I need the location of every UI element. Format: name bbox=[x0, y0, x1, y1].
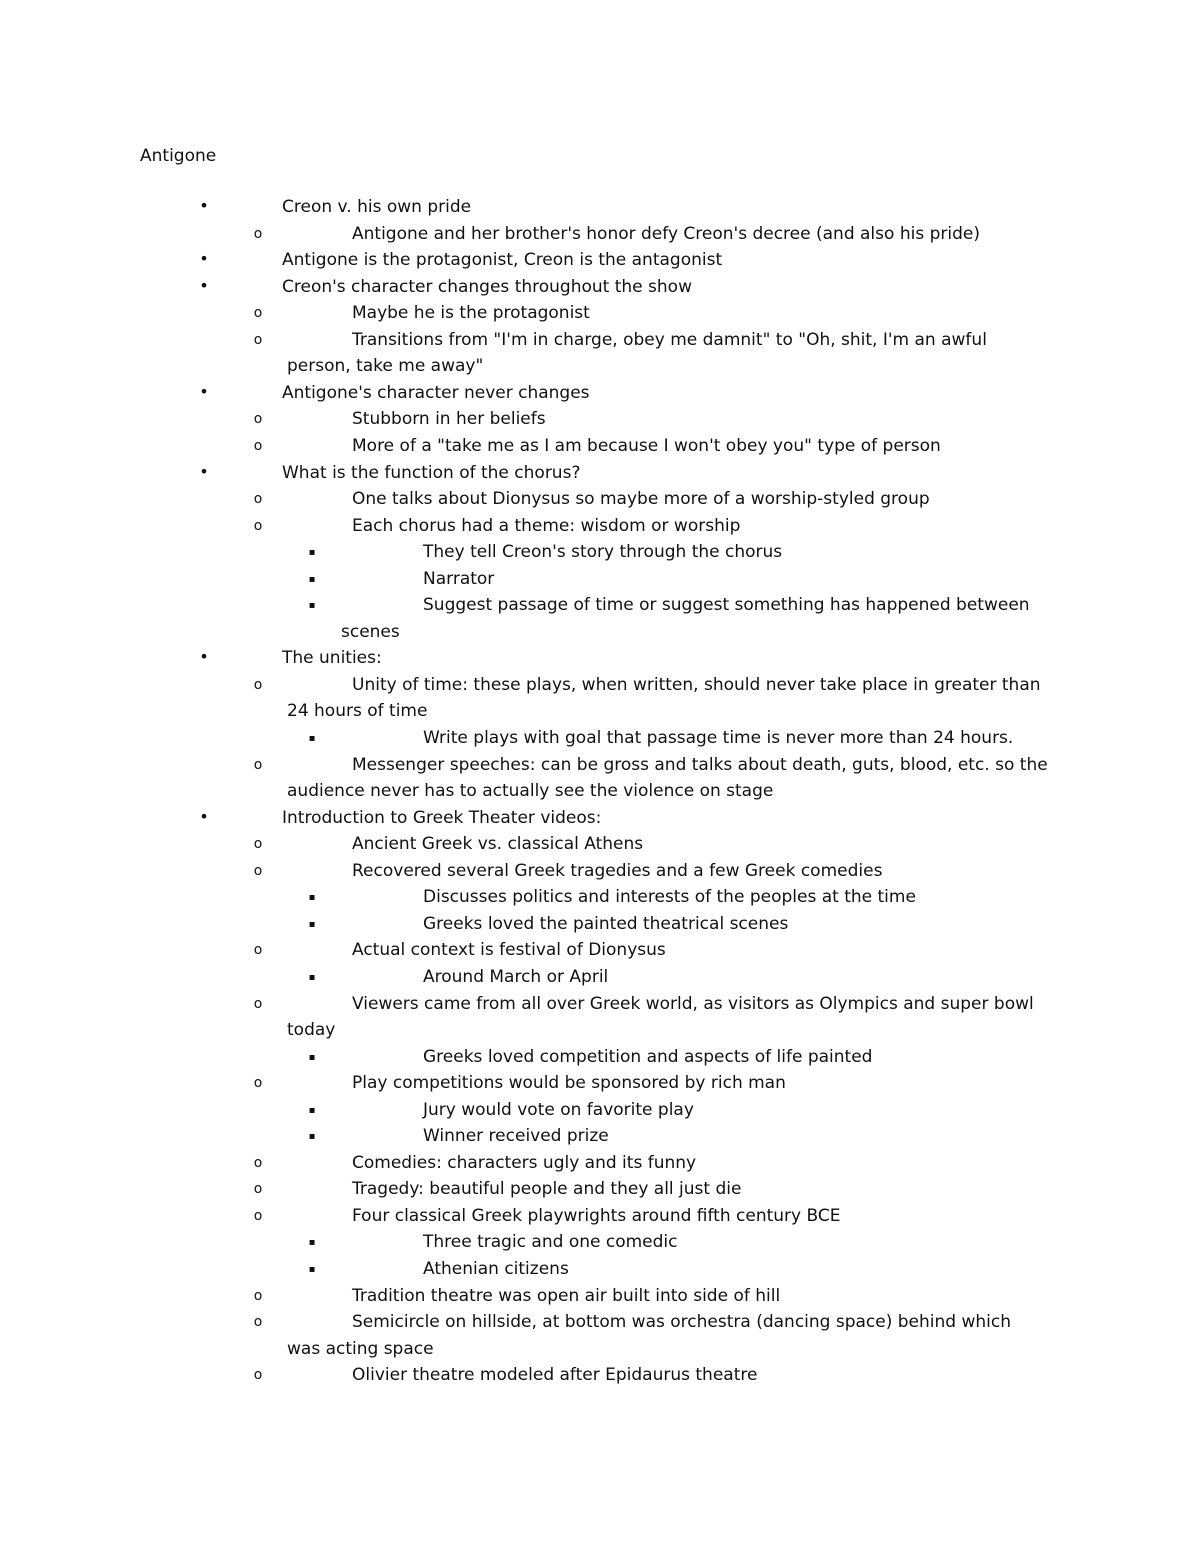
outline-item-text: Messenger speeches: can be gross and talks about death, guts, blood, etc. so the bbox=[352, 754, 1048, 775]
outline-item-level-1 bbox=[352, 1283, 780, 1310]
circle-bullet-icon: o bbox=[253, 225, 263, 242]
outline-item-continuation: scenes bbox=[341, 621, 400, 642]
disc-bullet-icon: • bbox=[199, 249, 209, 269]
disc-bullet-icon: • bbox=[199, 381, 209, 401]
outline-item-level-2 bbox=[423, 1123, 609, 1150]
outline-item-text: Semicircle on hillside, at bottom was orchestra (dancing space) behind which bbox=[352, 1312, 1011, 1333]
circle-bullet-icon: o bbox=[253, 305, 263, 322]
outline-item-level-0 bbox=[282, 460, 580, 487]
outline-item-level-1 bbox=[352, 406, 546, 433]
outline-item-level-1 bbox=[352, 1176, 741, 1203]
outline-item-level-2 bbox=[423, 1044, 872, 1071]
outline-item-text: Actual context is festival of Dionysus bbox=[352, 940, 666, 961]
square-bullet-icon: ▪ bbox=[308, 547, 316, 559]
outline-item-text: Three tragic and one comedic bbox=[423, 1232, 678, 1253]
outline-item-text: Jury would vote on favorite play bbox=[423, 1099, 694, 1120]
circle-bullet-icon: o bbox=[253, 411, 263, 428]
square-bullet-icon: ▪ bbox=[308, 1237, 316, 1249]
outline-item-level-1 bbox=[352, 513, 740, 540]
outline-item-text: One talks about Dionysus so maybe more of a worship-styled group bbox=[352, 489, 930, 510]
square-bullet-icon: ▪ bbox=[308, 1051, 316, 1063]
circle-bullet-icon: o bbox=[253, 862, 263, 879]
outline-item-level-0 bbox=[282, 645, 382, 672]
outline-item-text: Each chorus had a theme: wisdom or worship bbox=[352, 515, 741, 536]
outline-item-text: Narrator bbox=[423, 568, 495, 589]
outline-item-text: Transitions from "I'm in charge, obey me damnit" to "Oh, shit, I'm an awful bbox=[352, 329, 987, 350]
circle-bullet-icon: o bbox=[253, 491, 263, 508]
circle-bullet-icon: o bbox=[253, 1181, 263, 1198]
disc-bullet-icon: • bbox=[199, 275, 209, 295]
outline-item-level-2 bbox=[423, 725, 1013, 752]
outline-item-text: Greeks loved competition and aspects of life painted bbox=[423, 1046, 873, 1067]
outline-item-level-2 bbox=[423, 1097, 694, 1124]
outline-item-text: Stubborn in her beliefs bbox=[352, 409, 546, 430]
outline-item-level-1 bbox=[352, 937, 666, 964]
outline-item-level-2 bbox=[423, 1229, 678, 1256]
outline-item-level-1 bbox=[352, 1203, 840, 1230]
outline-item-text: Greeks loved the painted theatrical scenes bbox=[423, 913, 789, 934]
circle-bullet-icon: o bbox=[253, 995, 263, 1012]
outline-item-text: Athenian citizens bbox=[423, 1259, 569, 1279]
disc-bullet-icon: • bbox=[199, 461, 209, 481]
outline-item-level-0 bbox=[282, 194, 471, 221]
outline-item-level-2 bbox=[423, 884, 916, 911]
circle-bullet-icon: o bbox=[253, 517, 263, 534]
outline-item-text: The unities: bbox=[282, 648, 382, 669]
outline-item-level-0 bbox=[282, 274, 692, 301]
outline-item-level-1 bbox=[287, 991, 1034, 1044]
disc-bullet-icon: • bbox=[199, 647, 209, 667]
square-bullet-icon: ▪ bbox=[308, 971, 316, 983]
outline-item-text: Creon v. his own pride bbox=[282, 197, 472, 217]
outline-item-text: Antigone's character never changes bbox=[282, 382, 590, 403]
circle-bullet-icon: o bbox=[253, 942, 263, 959]
document-title: Antigone bbox=[140, 146, 217, 166]
outline-item-continuation: was acting space bbox=[287, 1338, 434, 1359]
outline-item-level-1 bbox=[287, 327, 987, 380]
square-bullet-icon: ▪ bbox=[308, 600, 316, 612]
outline-item-text: Winner received prize bbox=[423, 1126, 609, 1147]
outline-item-level-1 bbox=[352, 433, 941, 460]
outline-item-text: Creon's character changes throughout the show bbox=[282, 276, 692, 297]
outline-item-level-2 bbox=[423, 911, 788, 938]
outline-item-text: Four classical Greek playwrights around fifth century BCE bbox=[352, 1205, 841, 1226]
square-bullet-icon: ▪ bbox=[308, 573, 316, 585]
circle-bullet-icon: o bbox=[253, 437, 263, 454]
outline-item-text: Maybe he is the protagonist bbox=[352, 303, 590, 324]
circle-bullet-icon: o bbox=[253, 756, 263, 773]
outline-item-level-2 bbox=[423, 1256, 569, 1283]
outline-item-text: Recovered several Greek tragedies and a few Greek comedies bbox=[352, 860, 883, 881]
outline-item-level-0 bbox=[282, 380, 590, 407]
square-bullet-icon: ▪ bbox=[308, 918, 316, 930]
outline-item-level-1 bbox=[352, 831, 643, 858]
outline-item-level-1 bbox=[352, 1362, 757, 1389]
outline-item-level-2 bbox=[341, 592, 1030, 645]
outline-item-level-1 bbox=[352, 858, 882, 885]
square-bullet-icon: ▪ bbox=[308, 733, 316, 744]
outline-item-text: What is the function of the chorus? bbox=[282, 462, 581, 483]
outline-item-text: Antigone and her brother's honor defy Creon's decree (and also his pride) bbox=[352, 223, 980, 244]
outline-item-level-1 bbox=[352, 221, 980, 248]
outline-item-level-1 bbox=[352, 1150, 696, 1177]
outline-item-text: They tell Creon's story through the chorus bbox=[423, 542, 783, 563]
outline-item-continuation: 24 hours of time bbox=[287, 701, 428, 722]
outline-item-text: Around March or April bbox=[423, 966, 609, 987]
outline-item-level-1 bbox=[352, 300, 590, 327]
outline-item-text: Tradition theatre was open air built into side of hill bbox=[352, 1285, 781, 1306]
outline-item-continuation: today bbox=[287, 1020, 336, 1040]
circle-bullet-icon: o bbox=[253, 1367, 263, 1384]
circle-bullet-icon: o bbox=[253, 1075, 263, 1092]
outline-item-text: Play competitions would be sponsored by rich man bbox=[352, 1073, 786, 1094]
outline-item-level-2 bbox=[423, 964, 608, 991]
outline-item-level-0 bbox=[282, 247, 722, 274]
outline-item-continuation: audience never has to actually see the violence on stage bbox=[287, 781, 774, 802]
outline-item-text: Tragedy: beautiful people and they all just die bbox=[352, 1179, 742, 1200]
outline-item-text: Comedies: characters ugly and its funny bbox=[352, 1152, 697, 1173]
square-bullet-icon: ▪ bbox=[308, 1104, 316, 1116]
square-bullet-icon: ▪ bbox=[308, 892, 316, 904]
circle-bullet-icon: o bbox=[253, 1207, 263, 1224]
circle-bullet-icon: o bbox=[253, 836, 263, 853]
outline-item-level-1 bbox=[287, 1309, 1011, 1362]
outline-item-level-1 bbox=[287, 752, 1048, 805]
circle-bullet-icon: o bbox=[253, 676, 263, 693]
outline-item-text: Antigone is the protagonist, Creon is the antagonist bbox=[282, 250, 723, 271]
outline-item-level-2 bbox=[423, 566, 494, 593]
outline-item-text: Olivier theatre modeled after Epidaurus theatre bbox=[352, 1365, 758, 1386]
outline-item-text: Suggest passage of time or suggest something has happened between bbox=[423, 595, 1030, 616]
circle-bullet-icon: o bbox=[253, 1154, 263, 1171]
outline-item-text: Introduction to Greek Theater videos: bbox=[282, 807, 602, 828]
circle-bullet-icon: o bbox=[253, 1287, 263, 1304]
outline-item-text: Unity of time: these plays, when written, should never take place in greater than bbox=[352, 674, 1041, 695]
outline-item-text: Discusses politics and interests of the peoples at the time bbox=[423, 887, 916, 908]
outline-item-level-2 bbox=[423, 539, 782, 566]
square-bullet-icon: ▪ bbox=[308, 1264, 316, 1275]
outline-item-level-1 bbox=[352, 1070, 786, 1097]
outline-item-level-1 bbox=[287, 672, 1041, 725]
outline-item-text: Ancient Greek vs. classical Athens bbox=[352, 834, 644, 855]
outline-item-continuation: person, take me away" bbox=[287, 356, 484, 377]
disc-bullet-icon: • bbox=[199, 806, 209, 826]
outline-item-text: Write plays with goal that passage time is never more than 24 hours. bbox=[423, 728, 1014, 748]
outline-item-text: Viewers came from all over Greek world, as visitors as Olympics and super bowl bbox=[352, 993, 1034, 1014]
circle-bullet-icon: o bbox=[253, 1314, 263, 1331]
outline-item-level-1 bbox=[352, 486, 930, 513]
disc-bullet-icon: • bbox=[199, 196, 209, 215]
outline-item-text: More of a "take me as I am because I won't obey you" type of person bbox=[352, 435, 941, 456]
square-bullet-icon: ▪ bbox=[308, 1131, 316, 1143]
circle-bullet-icon: o bbox=[253, 331, 263, 348]
outline-item-level-0 bbox=[282, 805, 601, 832]
